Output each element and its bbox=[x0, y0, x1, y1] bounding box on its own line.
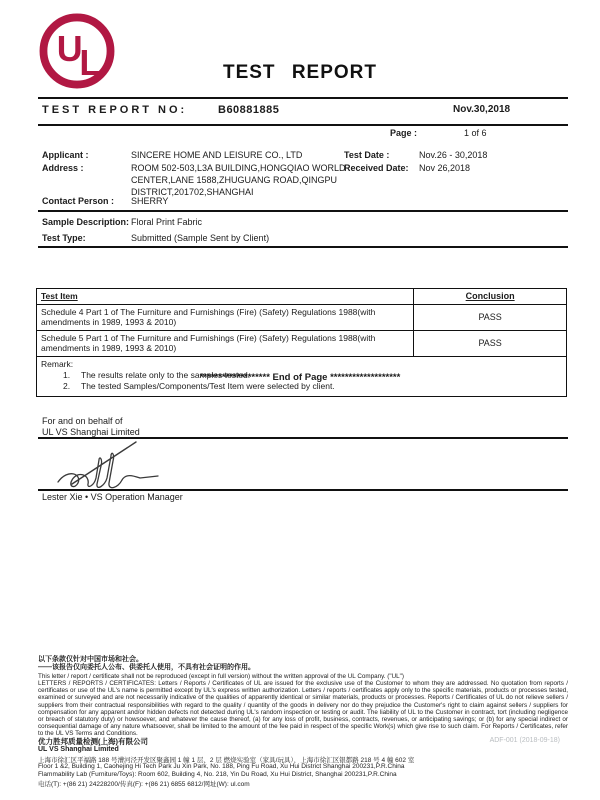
page-number-label: Page : bbox=[390, 128, 418, 138]
divider bbox=[38, 97, 568, 99]
page-number-value: 1 of 6 bbox=[464, 128, 487, 138]
report-date: Nov.30,2018 bbox=[453, 104, 511, 115]
contact-person-label: Contact Person : bbox=[42, 196, 115, 206]
applicant-label: Applicant : bbox=[42, 150, 89, 160]
footer-contact-line: 电话(T): +(86 21) 24228200/传真(F): +(86 21) 6855 6812/网址(W): ul.com bbox=[38, 781, 250, 788]
divider bbox=[38, 210, 568, 212]
signer-name: Lester Xie • VS Operation Manager bbox=[42, 492, 183, 502]
disclaimer-paragraph1: This letter / report / certificate shall not be reproduced (except in full version) without the written approval of the UL Company. ("UL") bbox=[38, 673, 405, 680]
signature-icon bbox=[44, 438, 164, 490]
behalf-block bbox=[42, 416, 140, 438]
received-date-value: Nov 26,2018 bbox=[419, 163, 471, 173]
remark-number: 2. bbox=[63, 380, 71, 391]
sample-description-label: Sample Description: bbox=[42, 217, 130, 227]
ul-logo-letter-l: L bbox=[79, 43, 102, 84]
test-type-value: Submitted (Sample Sent by Client) bbox=[131, 233, 270, 243]
conclusion-cell: PASS bbox=[478, 338, 502, 348]
ul-logo-letter-u: U bbox=[56, 29, 83, 70]
address-label: Address : bbox=[42, 163, 84, 173]
sample-description-value: Floral Print Fabric bbox=[131, 217, 203, 227]
page-title: TEST REPORT bbox=[222, 62, 377, 83]
table-header-row bbox=[37, 289, 566, 304]
footer-address-en1: Floor 1 &2, Building 1, Caohejing Hi Tech Park Ju Xin Park, No. 188, Ping Fu Road, Xu Hui District Shanghai 200231,P.R.China bbox=[38, 763, 405, 770]
footer-address-cn: 上海市徐汇区平福路 188 号漕河泾开发区聚鑫园 1 幢 1 层、2 层 燃烧实验室（家具/玩具），上海市徐汇区银都路 218 号 4 幢 602 室 bbox=[38, 757, 415, 764]
table-row bbox=[37, 304, 566, 330]
disclaimer-cn-line2: ——该报告仅向委托人公布、供委托人使用，不具有社会证明的作用。 bbox=[38, 664, 255, 671]
end-of-page-marker: ******************* End of Page ******************* bbox=[199, 372, 401, 383]
signature-bottom-rule bbox=[38, 489, 568, 491]
applicant-value: SINCERE HOME AND LEISURE CO., LTD bbox=[131, 150, 303, 160]
test-date-value: Nov.26 - 30,2018 bbox=[419, 150, 488, 160]
conclusion-cell: PASS bbox=[478, 312, 502, 322]
test-item-cell: Schedule 5 Part 1 of The Furniture and Furnishings (Fire) (Safety) Regulations 1988(with amendments in 1989, 1993 & 2010) bbox=[37, 331, 414, 356]
behalf-line1: For and on behalf of bbox=[42, 416, 123, 426]
divider bbox=[38, 246, 568, 248]
address-line2: CENTER,LANE 1588,ZHUGUANG ROAD,QINGPU bbox=[131, 175, 338, 185]
address-line1: ROOM 502-503,L3A BUILDING,HONGQIAO WORLD bbox=[131, 163, 346, 173]
report-no-label: TEST REPORT NO: bbox=[42, 104, 188, 116]
test-item-cell: Schedule 4 Part 1 of The Furniture and Furnishings (Fire) (Safety) Regulations 1988(with amendments in 1989, 1993 & 2010) bbox=[37, 305, 414, 330]
received-date-label: Received Date: bbox=[344, 163, 409, 173]
divider bbox=[38, 124, 568, 126]
disclaimer-cn-line1: 以下条款仅针对中国市场和社会。 bbox=[38, 656, 143, 663]
report-no-value: B60881885 bbox=[218, 104, 280, 116]
contact-person-value: SHERRY bbox=[131, 196, 169, 206]
table-row bbox=[37, 330, 566, 356]
conclusion-header: Conclusion bbox=[465, 291, 515, 302]
test-type-label: Test Type: bbox=[42, 233, 86, 243]
form-code: ADF-001 (2018-09-18) bbox=[489, 737, 560, 744]
test-item-header: Test Item bbox=[37, 289, 414, 304]
test-date-label: Test Date : bbox=[344, 150, 390, 160]
remark-text: The results relate only to the samples tested. bbox=[81, 369, 251, 380]
footer-address-en2: Flammability Lab (Furniture/Toys): Room 602, Building 4, No. 218, Yin Du Road, Xu Hui District, Shanghai 200231,P.R.China bbox=[38, 771, 397, 778]
remark-label: Remark: bbox=[41, 358, 74, 369]
footer-company-cn: 优力胜邦质量检测(上海)有限公司 bbox=[38, 737, 148, 746]
behalf-line2: UL VS Shanghai Limited bbox=[42, 427, 140, 437]
remark-number: 1. bbox=[63, 369, 71, 380]
disclaimer-paragraph2: LETTERS / REPORTS / CERTIFICATES: Letters / Reports / Certificates of UL are issued for the exclusive use of the Customer to whom they are addressed. No quotation from reports / certificates or use of the UL's name is permitted except by UL's express written authorization. Letters / reports / certificates apply only to the specific materials, products or processes tested, examined or surveyed and are not necessarily indicative of the qualities of apparently identical or similar materials, products or processes. Reports / Certificates of UL do not relieve sellers / suppliers from their contractual responsibilities with regard to the quality / quantity of the goods in delivery nor do they prejudice the Customer's right to claim against sellers / suppliers for compensation for any apparent and/or hidden defects not detected during UL's random inspection or testing or audit. The liability of UL to the Customer in contract, tort (including negligence or breach of statutory duty) or howsoever, and whatever the cause thereof, (a) for any loss of profit, business, contracts, revenues, or anticipating savings; or (b) for any special indirect or consequential damage of any nature whatsoever, shall be limited to the amount of the fee paid in respect of the specific Work(s) which give rise to such claim. For Reports / Certificates, refer to the UL VS Terms and Conditions. bbox=[38, 680, 568, 738]
address-line3: DISTRICT,201702,SHANGHAI bbox=[131, 187, 254, 197]
remark-text: The tested Samples/Components/Test Item were selected by client. bbox=[81, 380, 335, 391]
footer-company-en: UL VS Shanghai Limited bbox=[38, 746, 119, 753]
